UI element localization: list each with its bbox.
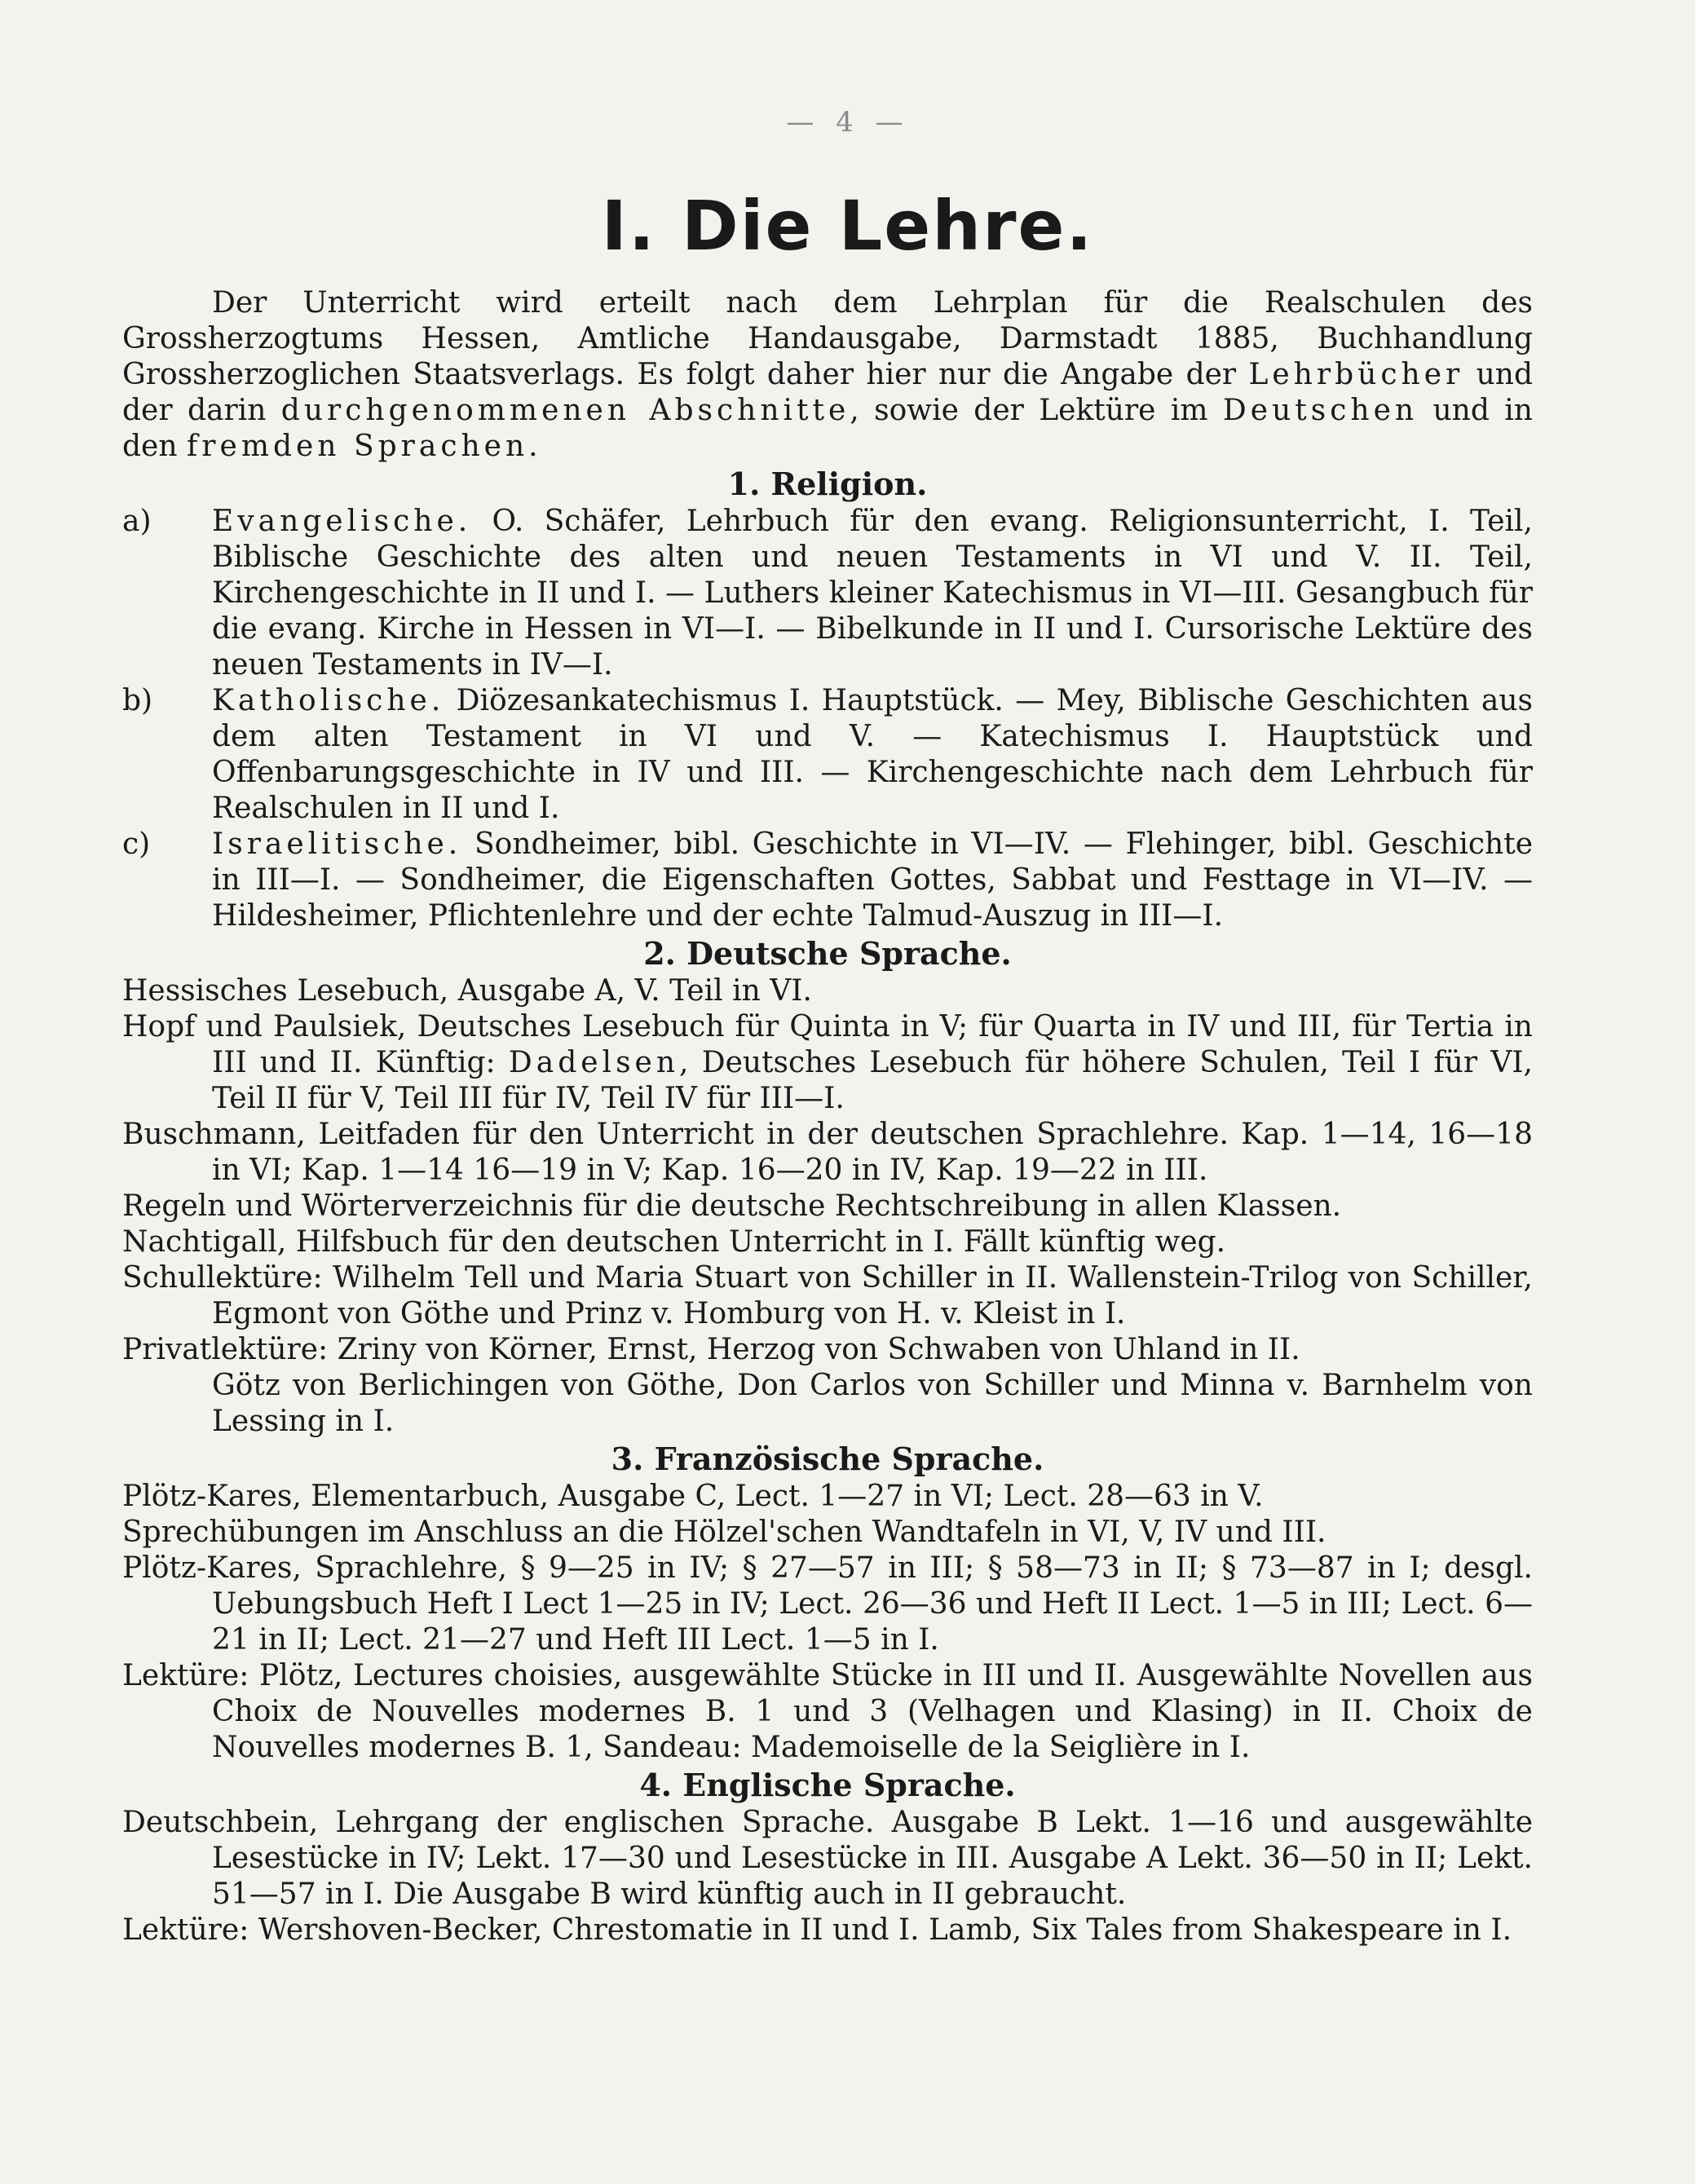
- religion-item-israelitisch: [122, 827, 1533, 934]
- deutsch-entry: Nachtigall, Hilfsbuch für den deutschen Unterricht in I. Fällt künftig weg.: [122, 1225, 1226, 1259]
- franzoesisch-entry: Sprechübungen im Anschluss an die Hölzel'schen Wandtafeln in VI, V, IV und III.: [122, 1516, 1326, 1549]
- item-denomination: Israelitische.: [212, 827, 462, 861]
- main-content: [122, 285, 1533, 1948]
- intro-paragraph: [122, 285, 1533, 465]
- item-label: b): [122, 684, 153, 717]
- intro-text-4: und in den: [122, 394, 1533, 463]
- franzoesisch-entry: Plötz-Kares, Sprachlehre, § 9—25 in IV; § 27—57 in III; § 58—73 in II; § 73—87 in I; desgl. Uebungsbuch Heft I Lect 1—25 in IV; Lect. 26—36 und Heft II Lect. 1—5 in III; Lect. 6—21 in II; Lect. 21—27 und Heft III Lect. 1—5 in I.: [122, 1551, 1533, 1657]
- deutsch-entry: [122, 1009, 1533, 1117]
- deutsch-entry: Hessisches Lesebuch, Ausgabe A, V. Teil in VI.: [122, 974, 812, 1008]
- intro-text-3: , sowie der Lektüre im: [850, 394, 1223, 427]
- item-text: O. Schäfer, Lehrbuch für den evang. Religionsunterricht, I. Teil, Biblische Geschichte des alten und neuen Testaments in VI und V. II. Teil, Kirchengeschichte in II und I. — Luthers kleiner Katechismus in VI—III. Gesangbuch für die evang. Kirche in Hessen in VI—I. — Bibelkunde in II und I. Cursorische Lektüre des neuen Testaments in IV—I.: [212, 505, 1533, 682]
- religion-item-katholisch: [122, 683, 1533, 827]
- religion-item-evangelisch: [122, 504, 1533, 683]
- item-text: Diözesankatechismus I. Hauptstück. — Mey, Biblische Geschichten aus dem alten Testament in VI und V. — Katechismus I. Hauptstück und Offenbarungsgeschichte in IV und III. — Kirchengeschichte nach dem Lehrbuch für Realschulen in II und I.: [212, 684, 1533, 825]
- intro-spaced-abschnitte: durchgenommenen Abschnitte: [280, 394, 850, 427]
- franzoesisch-entry: Lektüre: Plötz, Lectures choisies, ausgewählte Stücke in III und II. Ausgewählte Novellen aus Choix de Nouvelles modernes B. 1 und 3 (Velhagen und Klasing) in II. Choix de Nouvelles modernes B. 1, Sandeau: Mademoiselle de la Seiglière in I.: [122, 1659, 1533, 1764]
- item-denomination: Katholische.: [212, 684, 445, 717]
- religion-list: [122, 504, 1533, 934]
- deutsch-entry: Privatlektüre: Zriny von Körner, Ernst, Herzog von Schwaben von Uhland in II.: [122, 1333, 1300, 1366]
- page-number: — 4 —: [786, 106, 910, 139]
- section-heading-franzoesisch: 3. Französische Sprache.: [611, 1441, 1044, 1477]
- section-heading-englisch: 4. Englische Sprache.: [639, 1767, 1016, 1803]
- item-text: Sondheimer, bibl. Geschichte in VI—IV. — Flehinger, bibl. Geschichte in III—I. — Sondheimer, die Eigenschaften Gottes, Sabbat und Festtage in VI—IV. — Hildesheimer, Pflichtenlehre und der echte Talmud-Auszug in III—I.: [212, 827, 1533, 933]
- intro-spaced-deutschen: Deutschen: [1222, 394, 1419, 427]
- intro-spaced-lehrbuecher: Lehrbücher: [1248, 358, 1464, 391]
- intro-text-1: Der Unterricht wird erteilt nach dem Lehrplan für die Realschulen des Grossherzogtums Hessen, Amtliche Handausgabe, Darmstadt 1885, Buchhandlung Grossherzoglichen Staatsverlags. Es folgt daher hier nur die Angabe der: [122, 286, 1533, 391]
- deutsch-entry: Buschmann, Leitfaden für den Unterricht in der deutschen Sprachlehre. Kap. 1—14, 16—18 in VI; Kap. 1—14 16—19 in V; Kap. 16—20 in IV, Kap. 19—22 in III.: [122, 1118, 1533, 1187]
- englisch-entry: Deutschbein, Lehrgang der englischen Sprache. Ausgabe B Lekt. 1—16 und ausgewählte Lesestücke in IV; Lekt. 17—30 und Lesestücke in III. Ausgabe A Lekt. 36—50 in II; Lekt. 51—57 in I. Die Ausgabe B wird künftig auch in II gebraucht.: [122, 1806, 1533, 1911]
- item-label: c): [122, 827, 151, 861]
- entry-text: Hopf und Paulsiek, Deutsches Lesebuch für Quinta in V; für Quarta in IV und III, für Tertia in III und II. Künftig:: [122, 1010, 1533, 1079]
- intro-spaced-sprachen: fremden Sprachen: [186, 430, 529, 463]
- deutsch-entry: Schullektüre: Wilhelm Tell und Maria Stuart von Schiller in II. Wallenstein-Trilog von Schiller, Egmont von Göthe und Prinz v. Homburg von H. v. Kleist in I.: [122, 1261, 1533, 1330]
- entry-text: , Deutsches Lesebuch für höhere Schulen, Teil I für VI, Teil II für V, Teil III für IV, Teil IV für III—I.: [212, 1046, 1533, 1115]
- deutsch-entry-continuation: Götz von Berlichingen von Göthe, Don Carlos von Schiller und Minna v. Barnhelm von Lessing in I.: [212, 1369, 1533, 1438]
- englisch-entry: Lektüre: Wershoven-Becker, Chrestomatie in II und I. Lamb, Six Tales from Shakespeare in I.: [122, 1913, 1512, 1947]
- page-title: I. Die Lehre.: [601, 186, 1094, 266]
- deutsch-entry: Regeln und Wörterverzeichnis für die deutsche Rechtschreibung in allen Klassen.: [122, 1189, 1342, 1223]
- section-heading-religion: 1. Religion.: [727, 465, 928, 502]
- franzoesisch-entry: Plötz-Kares, Elementarbuch, Ausgabe C, Lect. 1—27 in VI; Lect. 28—63 in V.: [122, 1480, 1264, 1513]
- item-label: a): [122, 505, 152, 538]
- entry-spaced-name: Dadelsen: [508, 1046, 680, 1079]
- intro-text-5: .: [528, 430, 538, 463]
- item-denomination: Evangelische.: [212, 505, 472, 538]
- intro-text-2: und der darin: [122, 358, 1533, 427]
- section-heading-deutsch: 2. Deutsche Sprache.: [643, 935, 1012, 972]
